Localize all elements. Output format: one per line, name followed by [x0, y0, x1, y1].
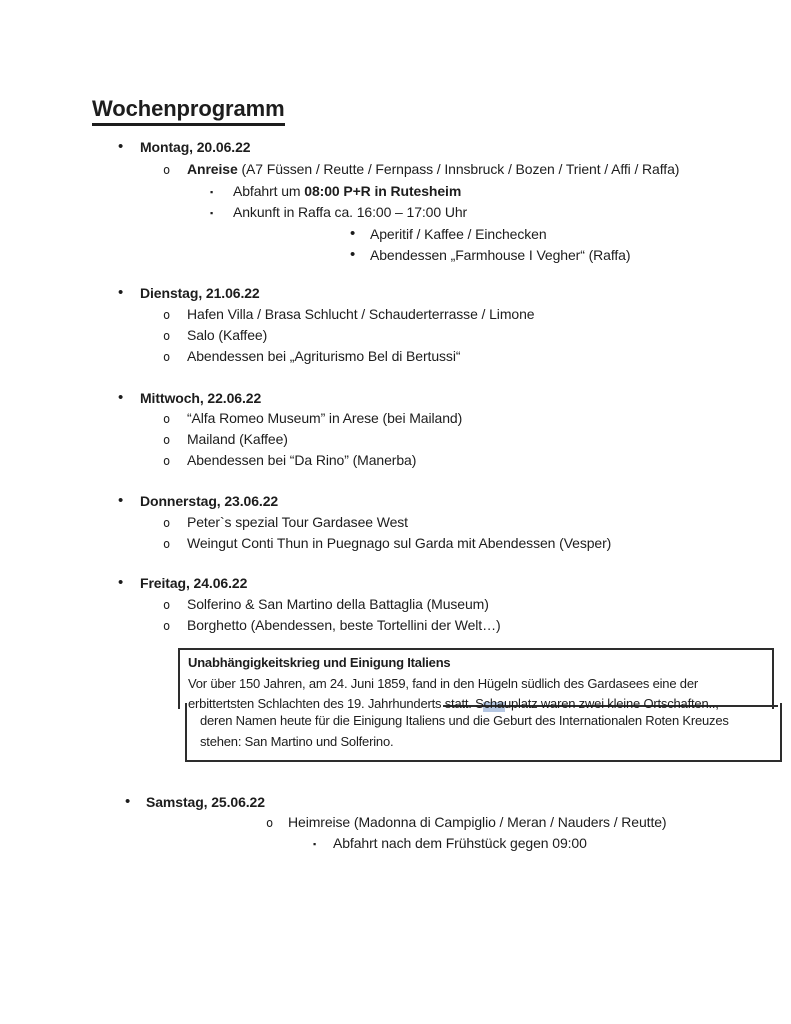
bullet-icon: • [118, 389, 124, 406]
item-text: Peter`s spezial Tour Gardasee West [187, 514, 408, 530]
day-header-line [0, 573, 791, 593]
item-text: Abendessen bei “Da Rino” (Manerba) [187, 452, 417, 468]
item-bold-text: Anreise [187, 161, 238, 177]
bullet-icon: o [163, 308, 171, 322]
item-text: Abfahrt nach dem Frühstück gegen 09:00 [333, 835, 587, 851]
bullet-icon: o [163, 163, 171, 177]
list-item [0, 833, 791, 853]
bullet-icon: ▪ [210, 187, 214, 197]
item-bold-text: 08:00 P+R in Rutesheim [304, 183, 462, 199]
item-plain-text: (A7 Füssen / Reutte / Fernpass / Innsbruck / Bozen / Trient / Affi / Raffa) [237, 161, 680, 177]
bullet-icon: ▪ [313, 839, 317, 849]
page-title: Wochenprogramm [92, 96, 285, 126]
item-text: Solferino & San Martino della Battaglia (Museum) [187, 596, 489, 612]
item-text: Abendessen bei „Agriturismo Bel di Bertussi“ [187, 348, 461, 364]
bullet-icon: ▪ [210, 208, 214, 218]
bullet-icon: • [125, 793, 131, 810]
item-text: Hafen Villa / Brasa Schlucht / Schauderterrasse / Limone [187, 306, 535, 322]
list-item [0, 245, 791, 265]
bullet-icon: • [118, 284, 124, 301]
item-text: Aperitif / Kaffee / Einchecken [370, 226, 547, 242]
item-text: “Alfa Romeo Museum” in Arese (bei Mailand) [187, 410, 463, 426]
list-item [0, 346, 791, 366]
bullet-icon: o [266, 816, 274, 830]
bullet-icon: o [163, 619, 171, 633]
list-item [0, 594, 791, 614]
bullet-icon: • [118, 574, 124, 591]
item-text: Ankunft in Raffa ca. 16:00 – 17:00 Uhr [233, 204, 468, 220]
bullet-icon: o [163, 598, 171, 612]
bullet-icon: o [163, 516, 171, 530]
info-box-text-line: deren Namen heute für die Einigung Italiens und die Geburt des Internationalen Roten Kreuzes [200, 713, 729, 728]
day-header-line [0, 283, 791, 303]
list-item [0, 533, 791, 553]
list-item [0, 429, 791, 449]
bullet-icon: o [163, 537, 171, 551]
item-text [233, 181, 791, 201]
bullet-icon: o [163, 433, 171, 447]
item-text: Weingut Conti Thun in Puegnago sul Garda mit Abendessen (Vesper) [187, 535, 612, 551]
item-text: Heimreise (Madonna di Campiglio / Meran / Nauders / Reutte) [288, 814, 667, 830]
info-box-1-text [188, 653, 719, 715]
day-header-line [0, 792, 791, 812]
list-item [0, 304, 791, 324]
bullet-icon: • [118, 492, 124, 509]
list-item [0, 450, 791, 470]
item-text: Borghetto (Abendessen, beste Tortellini der Welt…) [187, 617, 501, 633]
list-item [0, 408, 791, 428]
item-text [187, 159, 791, 179]
day-header: Dienstag, 21.06.22 [140, 285, 260, 301]
list-item [0, 812, 791, 832]
list-item [0, 202, 791, 222]
info-box-text-line: stehen: San Martino und Solferino. [200, 733, 394, 749]
list-item [0, 224, 791, 244]
day-header: Freitag, 24.06.22 [140, 575, 248, 591]
bullet-icon: • [350, 246, 356, 263]
day-header: Donnerstag, 23.06.22 [140, 493, 279, 509]
list-item [0, 159, 791, 179]
list-item [0, 325, 791, 345]
list-item [0, 615, 791, 635]
bullet-icon: o [163, 454, 171, 468]
bullet-icon: • [118, 138, 124, 155]
day-header-line [0, 491, 791, 511]
info-box-text-line: Vor über 150 Jahren, am 24. Juni 1859, fand in den Hügeln südlich des Gardasees eine der [188, 675, 698, 691]
bullet-icon: o [163, 329, 171, 343]
day-header-line [0, 388, 791, 408]
item-text: Salo (Kaffee) [187, 327, 268, 343]
info-box-heading: Unabhängigkeitskrieg und Einigung Italiens [188, 655, 451, 670]
list-item [0, 512, 791, 532]
day-header: Samstag, 25.06.22 [146, 794, 265, 810]
item-plain-text: Abfahrt um [233, 183, 305, 199]
item-text: Abendessen „Farmhouse I Vegher“ (Raffa) [370, 247, 631, 263]
bullet-icon: o [163, 350, 171, 364]
day-header: Mittwoch, 22.06.22 [140, 390, 262, 406]
day-header-line [0, 137, 791, 157]
bullet-icon: o [163, 412, 171, 426]
bullet-icon: • [350, 225, 356, 242]
item-text: Mailand (Kaffee) [187, 431, 288, 447]
info-box-text-line: erbittertsten Schlachten des 19. Jahrhunderts statt. Schauplatz waren zwei kleine Ortschaften.., [188, 696, 719, 711]
list-item [0, 181, 791, 201]
day-header: Montag, 20.06.22 [140, 139, 251, 155]
